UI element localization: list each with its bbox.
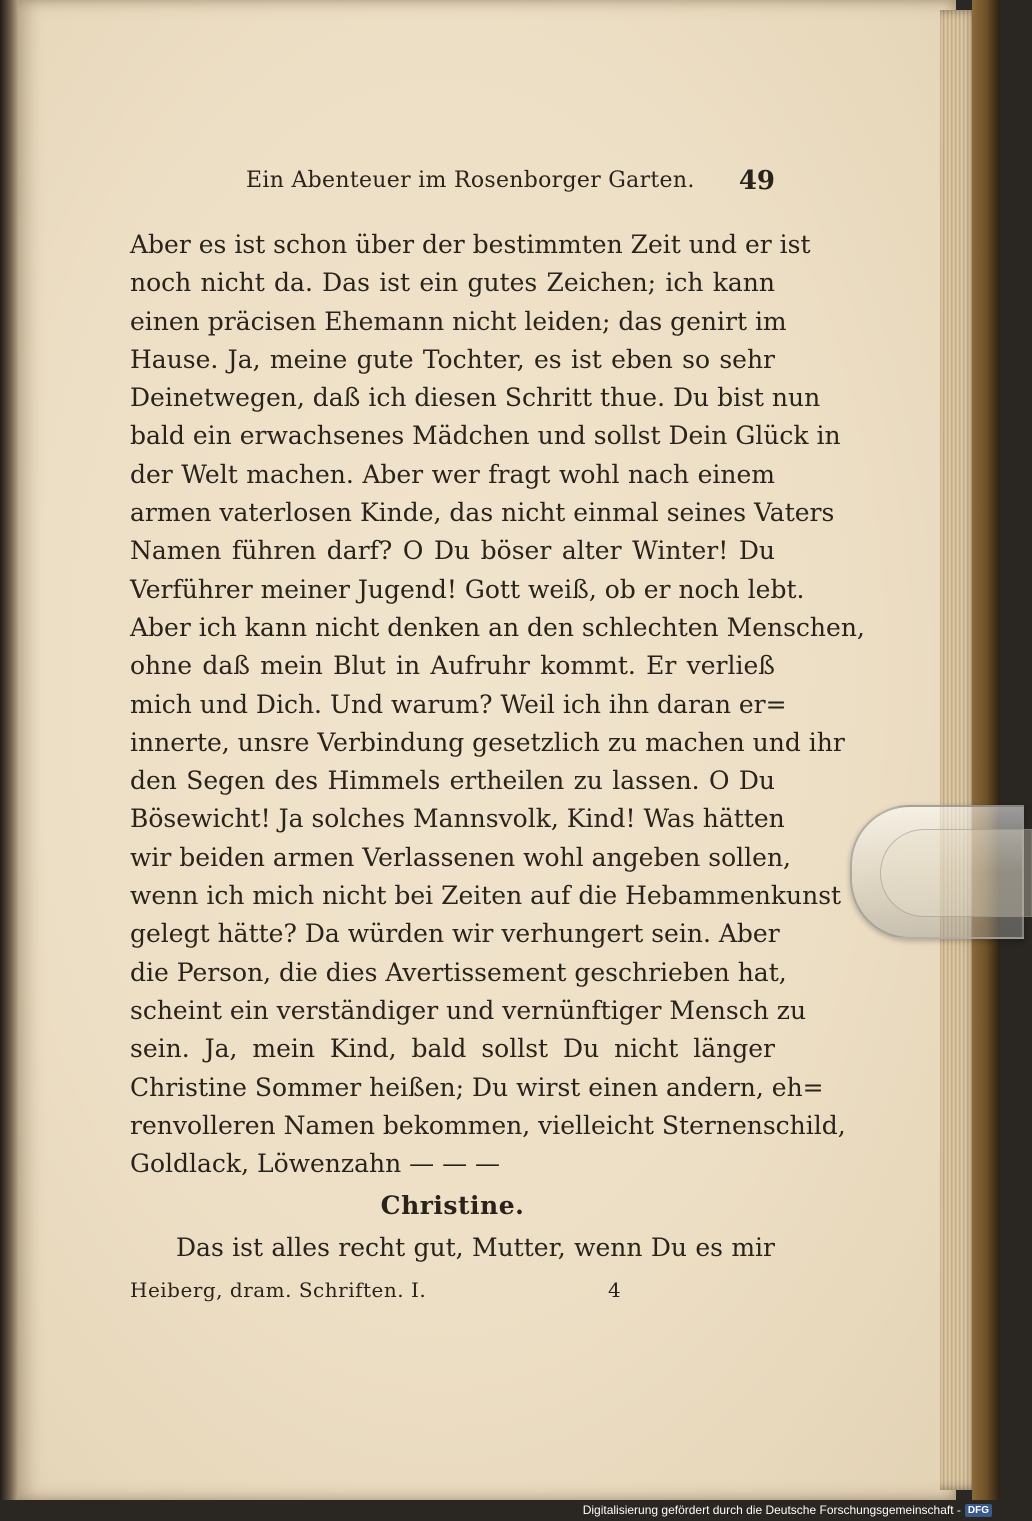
- signature-mark: Heiberg, dram. Schriften. I.: [130, 1278, 427, 1302]
- text-line: noch nicht da. Das ist ein gutes Zeichen; ich kann: [130, 268, 775, 298]
- text-line: Christine Sommer heißen; Du wirst einen andern, eh=: [130, 1072, 824, 1102]
- body-text: [130, 226, 865, 1268]
- page-number: 49: [738, 166, 775, 196]
- text-line: mich und Dich. Und warum? Weil ich ihn daran er=: [130, 689, 787, 719]
- credit-text: Digitalisierung gefördert durch die Deutsche Forschungsgemeinschaft -: [582, 1503, 961, 1517]
- text-line: renvolleren Namen bekommen, vielleicht Sternenschild,: [130, 1110, 846, 1140]
- text-line: der Welt machen. Aber wer fragt wohl nach einem: [130, 459, 775, 489]
- text-line: Bösewicht! Ja solches Mannsvolk, Kind! Was hätten: [130, 804, 785, 834]
- text-line: einen präcisen Ehemann nicht leiden; das genirt im: [130, 306, 787, 336]
- sheet-number: 4: [608, 1278, 621, 1302]
- text-line: gelegt hätte? Da würden wir verhungert sein. Aber: [130, 919, 780, 949]
- running-title: Ein Abenteuer im Rosenborger Garten.: [246, 168, 695, 193]
- text-line: scheint ein verständiger und vernünftiger Mensch zu: [130, 995, 807, 1025]
- text-line: Deinetwegen, daß ich diesen Schritt thue. Du bist nun: [130, 383, 821, 413]
- text-line: Verführer meiner Jugend! Gott weiß, ob er noch lebt.: [130, 574, 805, 604]
- text-line: Goldlack, Löwenzahn — — —: [130, 1149, 501, 1179]
- speaker-name: Christine.: [380, 1191, 525, 1221]
- speech-line: Das ist alles recht gut, Mutter, wenn Du es mir: [176, 1233, 775, 1263]
- page-clip-inner: [880, 829, 1032, 917]
- text-line: Aber es ist schon über der bestimmten Zeit und er ist: [130, 230, 811, 259]
- dfg-logo: DFG: [965, 1504, 992, 1517]
- text-line: wir beiden armen Verlassenen wohl angeben sollen,: [130, 842, 791, 872]
- page-clip: [850, 805, 1024, 939]
- text-line: ohne daß mein Blut in Aufruhr kommt. Er verließ: [130, 651, 775, 681]
- text-line: wenn ich mich nicht bei Zeiten auf die Hebammenkunst: [130, 881, 842, 911]
- digitization-credit: [583, 1503, 992, 1517]
- page-footer: [130, 1278, 775, 1308]
- text-line: armen vaterlosen Kinde, das nicht einmal seines Vaters: [130, 498, 835, 528]
- text-line: den Segen des Himmels ertheilen zu lassen. O Du: [130, 766, 775, 796]
- text-line: Namen führen darf? O Du böser alter Winter! Du: [130, 536, 775, 566]
- text-line: Aber ich kann nicht denken an den schlechten Menschen,: [130, 612, 865, 642]
- text-line: Hause. Ja, meine gute Tochter, es ist eben so sehr: [130, 344, 775, 374]
- book-cover-edge: [972, 0, 1000, 1500]
- text-line: innerte, unsre Verbindung gesetzlich zu machen und ihr: [130, 727, 845, 757]
- running-head: [130, 168, 775, 204]
- text-line: sein. Ja, mein Kind, bald sollst Du nicht länger: [130, 1034, 775, 1064]
- text-line: die Person, die dies Avertissement geschrieben hat,: [130, 957, 787, 987]
- text-line: bald ein erwachsenes Mädchen und sollst Dein Glück in: [130, 421, 841, 451]
